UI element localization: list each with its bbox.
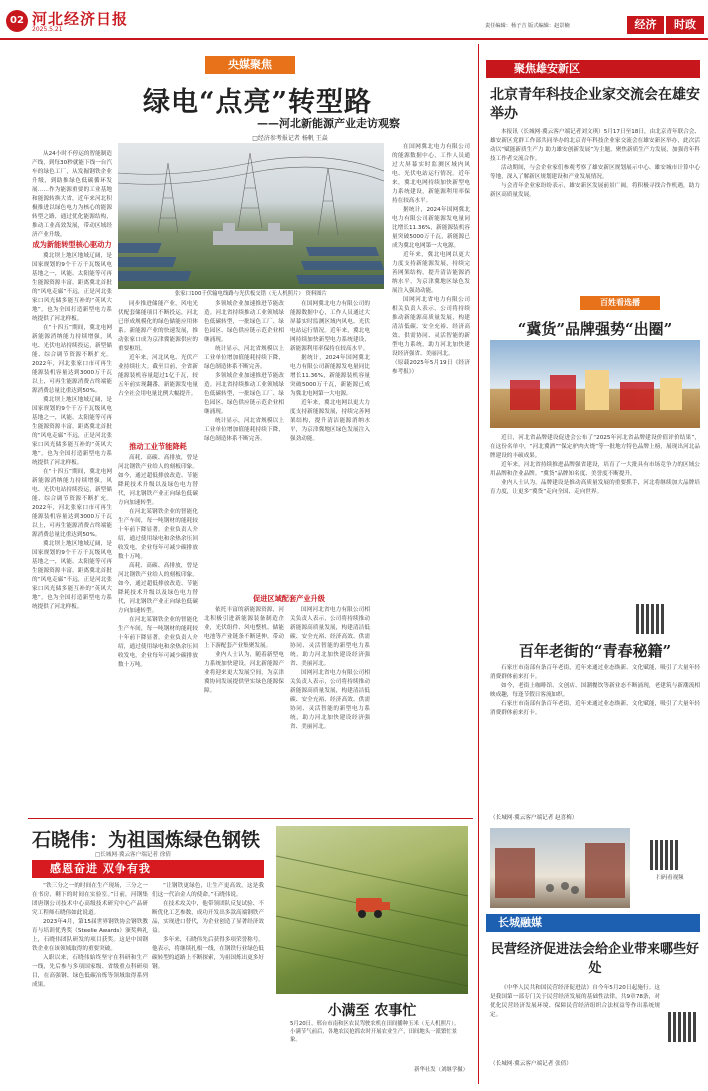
page-number: 02 bbox=[6, 10, 28, 32]
feature-subtitle: ——河北新能源产业走访观察 bbox=[257, 117, 400, 130]
right-story3-credit: （长城网·冀云客户端记者 赵喜梅） bbox=[490, 815, 578, 821]
feature-byline: □经济参考报记者 杨帆 王焱 bbox=[252, 135, 328, 142]
right-story4-title: 民营经济促进法会给企业带来哪些好处 bbox=[490, 942, 699, 976]
right-section-banner: 聚焦雄安新区 bbox=[486, 60, 700, 78]
product-display-illustration bbox=[490, 340, 700, 428]
issue-date: 2025.5.21 bbox=[32, 26, 63, 33]
feature-col4-body: 国网河北省电力有限公司相关负责人表示，公司将持续推动新能源高质量发展，构建清洁低碳、安全充裕、经济高效、供需协同、灵活智能的新型电力系统，助力河北加快建设经济强省、美丽河北。 国网河北省电力有限公司相关负责人表示，公司将持续推动新能源高质量发展，构建清洁低碳、安全充裕、经济高效、供需协同、灵活智能的新型电力系统，助力河北加快建设经济强省、美丽河北。 bbox=[290, 607, 370, 730]
right-story3-photo bbox=[490, 828, 630, 908]
qr-code-icon[interactable] bbox=[650, 840, 680, 870]
page-header bbox=[0, 0, 708, 38]
right-story3-body: 石家庄市南部有条百年老街，近年来通过业态焕新、文化赋能，吸引了大量年轻消费群体前来打卡。 如今，老街上咖啡馆、文创店、国潮餐饮等新业态不断涌现，老建筑与新潮流相映成趣，每逢节假日客流如织。 石家庄市南部有条百年老街，近年来通过业态焕新、文化赋能，吸引了大量年轻消费群体前来打卡。 bbox=[490, 665, 700, 716]
feature-col4-lead: 在国网冀北电力有限公司的能源数据中心，工作人员通过大屏幕实时监测区域内风电、光伏电站运行情况。近年来，冀北电网持续加快新型电力系统建设，新能源利用率保持在较高水平。 据统计，2024年国网冀北电力有限公司新能源发电量同比增长11.36%，新能源装机容量突破5000万千瓦，新能源已成为冀北电网第一大电源。 近年来，冀北电网以更大力度支持新能源发展，持续完善网架结构，提升清洁能源消纳水平，为京津冀地区绿色发展注入强劲动能。 bbox=[290, 301, 370, 442]
feature-col1-body: 冀北坝上地区地域辽阔，是国家规划的9个千万千瓦级风电基地之一，风能、太阳能等可再生能源资源丰富。距离冀北首批的“风电走廊”不远，正是河北张家口风光储多能互补的“英风大地”，也为全国打造新型电力系统提供了河北样板。 在“十四五”期间，冀北电网新能源消纳能力持续增强，风电、光伏电站持续投运，新型储能、综合调节资源不断扩充。2022年，河北张家口市可再生能源装机容量达到3000万千瓦以上，可再生能源消费占终端能源消费总量比重达到50%。 冀北坝上地区地域辽阔，是国家规划的9个千万千瓦级风电基地之一，风能、太阳能等可再生能源资源丰富。距离冀北首批的“风电走廊”不远，正是河北张家口风光储多能互补的“英风大地”，也为全国打造新型电力系统提供了河北样板。 在“十四五”期间，冀北电网新能源消纳能力持续增强，风电、光伏电站持续投运，新型储能、综合调节资源不断扩充。2022年，河北张家口市可再生能源装机容量达到3000万千瓦以上，可再生能源消费占终端能源消费总量比重达到50%。 冀北坝上地区地域辽阔，是国家规划的9个千万千瓦级风电基地之一，风能、太阳能等可再生能源资源丰富。距离冀北首批的“风电走廊”不远，正是河北张家口风光储多能互补的“英风大地”，也为全国打造新型电力系统提供了河北样板。 bbox=[32, 253, 112, 610]
feature-col2-lead: 同步推进储能产业，风电光伏配套储能项目不断投运，河北已形成规模化的绿色储能应用体系。新能源产业的快速发展，推动张家口成为京津冀能源供应的重要枢纽。 近年来，河北风电、光伏产业持续壮大。截至目前，全省新能源装机容量超过1亿千瓦，较五年前实现翻番，新能源发电量占全社会用电量比例大幅提升。 bbox=[118, 301, 198, 397]
feature-subhead-2: 推动工业节能降耗 bbox=[129, 442, 187, 451]
right-band-3: 长城融媒 bbox=[486, 914, 700, 932]
story3-caption: 5月20日，邢台市南和区农民驾驶农机在田间播种玉米（无人机照片）。小满节气前后，各地农民抢抓农时开展农业生产，田间地头一派繁忙景象。 bbox=[290, 1021, 460, 1043]
feature-photo-caption: 张家口100千伏输电线路与光伏板交错（无人机照片） 资料图片 bbox=[174, 291, 328, 297]
farm-field-illustration bbox=[276, 826, 468, 994]
section-tab-politics: 时政 bbox=[666, 16, 704, 34]
story2-col2: “让钢铁更绿色，让生产更高效，这是我们这一代冶金人的使命。”石晓伟说。 在技术攻关中，他带领团队反复试验、不断优化工艺参数，成功开发出多款高端钢铁产品，实现进口替代，为企业创造了显著经济效益。 多年来，石晓伟先后获得多项荣誉称号。他表示，将继续扎根一线，在钢铁行业绿色低碳转型的道路上不断探索，为祖国炼出更多好钢。 bbox=[152, 883, 264, 970]
substation-illustration bbox=[118, 143, 384, 289]
feature-subhead-1: 成为新能转型核心驱动力 bbox=[32, 240, 112, 249]
feature-photo bbox=[118, 143, 384, 289]
qr-code-icon[interactable] bbox=[636, 604, 666, 634]
feature-subhead-3: 促进区域配套产业升级 bbox=[253, 594, 325, 603]
story2-col1: “铁三分之一的时间在生产现场，三分之一在书房，剩下的时间在实验室。”日前，河钢集团唐钢公司技术中心高级技术研究中心产品研究工程师石晓伟如此说道。 2023年4月，第15届世界钢铁协会钢铁教育与培训优秀奖（Steelie Awards）颁奖典礼上，石晓伟团队研发的项目获奖。这是中国钢铁企业在该领域取得的重要突破。 入职以来，石晓伟始终坚守在科研和生产一线，先后参与多项国家级、省级重点科研项目，在高强钢、绿色低碳冶炼等领域取得系列成果。 bbox=[32, 883, 148, 988]
feature-title: 绿电“点亮”转型路 bbox=[142, 87, 373, 118]
story2-banner: 感恩奋进 双争有我 bbox=[32, 860, 264, 878]
right-story3-title: 百年老街的“青春秘籍” bbox=[518, 642, 672, 660]
feature-col5: 在国网冀北电力有限公司的能源数据中心，工作人员通过大屏幕实时监测区域内风电、光伏电站运行情况。近年来，冀北电网持续加快新型电力系统建设，新能源利用率保持在较高水平。 据统计，2024年国网冀北电力有限公司新能源发电量同比增长11.36%，新能源装机容量突破5000万千瓦，新能源已成为冀北电网第一大电源。 近年来，冀北电网以更大力度支持新能源发展，持续完善网架结构，提升清洁能源消纳水平，为京津冀地区绿色发展注入强劲动能。 国网河北省电力有限公司相关负责人表示，公司将持续推动新能源高质量发展，构建清洁低碳、安全充裕、经济高效、供需协同、灵活智能的新型电力系统，助力河北加快建设经济强省、美丽河北。 （原载2025年5月19日《经济参考报》） bbox=[392, 144, 470, 375]
old-street-illustration bbox=[490, 828, 630, 908]
story3-title: 小满至 农事忙 bbox=[327, 1003, 417, 1019]
story2-title: 石晓伟：为祖国炼绿色钢铁 bbox=[32, 829, 261, 851]
feature-col2-body: 高耗、高碳、高排放，曾是河北钢铁产业给人的刻板印象。如今，通过超低排放改造、节能降耗技术升级以及绿色电力替代，河北钢铁产业正向绿色低碳方向加速转型。 在河北某钢铁企业的智能化生产车间，每一吨钢材的能耗较十年前下降显著。企业负责人介绍，通过使用绿电和余热余压回收发电，企业每年可减少碳排放数十万吨。 高耗、高碳、高排放，曾是河北钢铁产业给人的刻板印象。如今，通过超低排放改造、节能降耗技术升级以及绿色电力替代，河北钢铁产业正向绿色低碳方向加速转型。 在河北某钢铁企业的智能化生产车间，每一吨钢材的能耗较十年前下降显著。企业负责人介绍，通过使用绿电和余热余压回收发电，企业每年可减少碳排放数十万吨。 bbox=[118, 455, 198, 668]
right-story4-credit: （长城网·冀云客户端记者 张倩） bbox=[490, 1061, 572, 1067]
story3-photo bbox=[276, 826, 468, 994]
editors-line: 责任编辑：杨子吉 版式编辑：赵景楠 bbox=[485, 23, 570, 29]
feature-col3-body: 依托丰富的新能源资源，河北积极引进新能源装备制造企业，光伏组件、风电整机、储能电池等产业链条不断延伸，带动上下游配套产业集聚发展。 业内人士认为，随着新型电力系统加快建设，河北新能源产业将迎来更大发展空间，为京津冀协同发展提供坚实绿色能源保障。 bbox=[204, 607, 284, 694]
feature-source-note: （原载2025年5月19日《经济参考报》） bbox=[392, 360, 470, 375]
right-band-2: 百姓看选播 bbox=[580, 296, 660, 310]
right-story1-title: 北京青年科技企业家交流会在雄安举办 bbox=[490, 87, 700, 122]
story3-credit: 新华社发（刘继学摄） bbox=[414, 1067, 468, 1073]
feature-kicker: 央媒聚焦 bbox=[205, 56, 295, 74]
right-story2-title: “冀货”品牌强势“出圈” bbox=[517, 320, 673, 338]
feature-col1-lead: 从24小时不停运的智能制造产线，到每30秒就能下线一台汽车的绿色工厂，从发掘钢铁企业升级，到助推绿色低碳循环发展……作为能源重要的工业基地和能源转换大省，近年来河北积极推进以绿色电力为核心的能源转型之路，通过优化能源结构，推动工业高效发展，带动区域经济产业升级。 bbox=[32, 151, 112, 238]
feature-col3-lead: 多领域企业加速推进节能改造。河北省持续推动工业领域绿色低碳转型，一批绿色工厂、绿色园区、绿色供应链示范企业相继涌现。 统计显示，河北省规模以上工业单位增加值能耗持续下降，绿色制造体系不断完善。 多领域企业加速推进节能改造。河北省持续推动工业领域绿色低碳转型，一批绿色工厂、绿色园区、绿色供应链示范企业相继涌现。 统计显示，河北省规模以上工业单位增加值能耗持续下降，绿色制造体系不断完善。 bbox=[204, 301, 284, 442]
masthead: 河北经济日报 bbox=[32, 10, 129, 28]
story2-byline: □长城网·冀云客户端记者 徐倩 bbox=[95, 852, 171, 858]
right-story1-body: 本报讯（长城网·冀云客户端记者刘文琪）5月17日至18日，由北京青年联合会、雄安新区党群工作部共同举办的北京青年科技企业家交流会在雄安新区举办，此次活动以“赋能新质生产力 助力雄安创新发展”为主题，聚焦新质生产力发展，加强青年科技工作者交流合作。 活动期间，与会企业家们参观考察了雄安新区规划展示中心、雄安城市计算中心等地，深入了解新区规划建设和产业发展情况。 与会青年企业家纷纷表示，雄安新区发展前景广阔，将积极寻找合作机遇，助力新区高质量发展。 bbox=[490, 129, 700, 198]
right-story4-body: 《中华人民共和国民营经济促进法》自今年5月20日起施行。这是我国第一部专门关于民营经济发展的基础性法律，共9章78条，对优化民营经济发展环境、保障民营经济组织合法权益等作出系统规定。 bbox=[490, 985, 660, 1018]
right-story2-photo bbox=[490, 340, 700, 428]
right-story2-body: 近日，河北省品牌建设促进会公布了“2025年河北省品牌建设价值评价结果”，在这份名单中，“河北冀酒”“保定驴肉火烧”等一批地方特色品牌上榜，展现出河北品牌建设的丰硕成果。 近年来，河北省持续推进品牌强省建设，培育了一大批具有市场竞争力的区域公用品牌和企业品牌。“冀货”品牌知名度、美誉度不断提升。 业内人士认为，品牌建设是推动高质量发展的重要抓手，河北将继续加大品牌培育力度，让更多“冀货”走向全国、走向世界。 bbox=[490, 435, 700, 495]
qr-code-icon[interactable] bbox=[668, 1012, 698, 1042]
scan-video-label[interactable]: 扫码看视频 bbox=[656, 875, 684, 881]
section-tab-economy: 经济 bbox=[627, 16, 664, 34]
